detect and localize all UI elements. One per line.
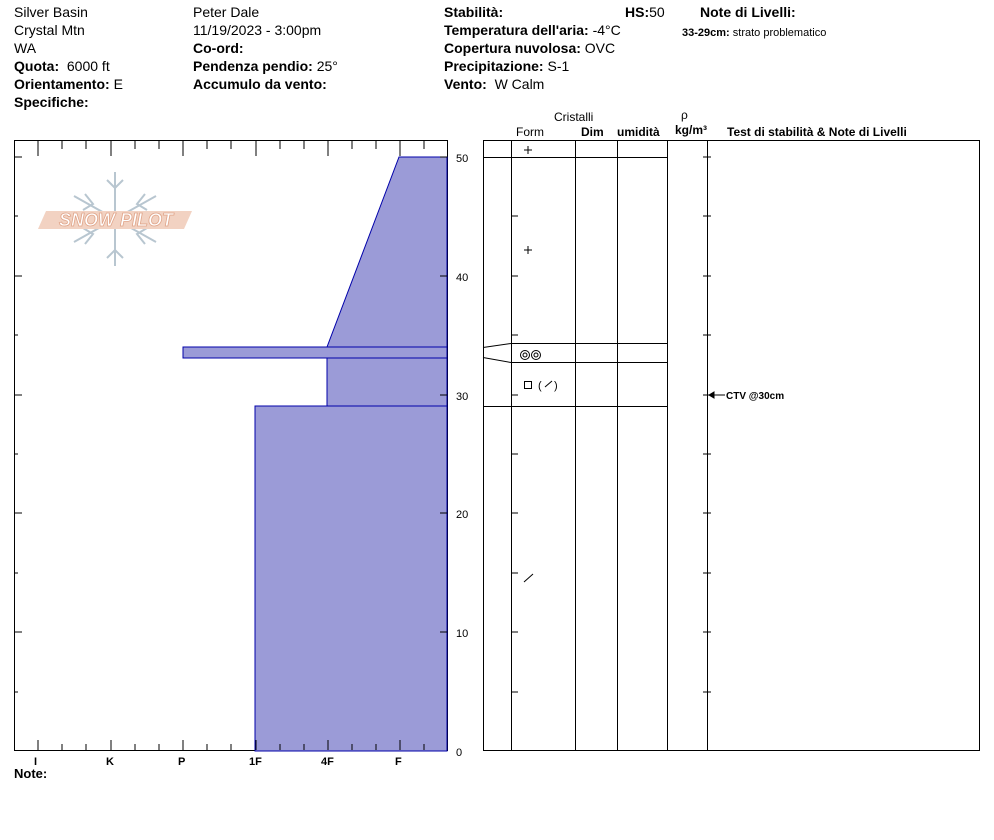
slope-label: Pendenza pendio: xyxy=(193,58,313,74)
observer: Peter Dale xyxy=(193,4,260,20)
stability-test-label: CTV @30cm xyxy=(726,391,785,402)
stability-test-arrow xyxy=(709,392,725,398)
table-frame xyxy=(484,141,980,751)
stability-label: Stabilità: xyxy=(444,4,504,20)
col-size: Dim xyxy=(581,125,604,139)
depth-label-50: 50 xyxy=(456,153,469,165)
aspect-value: E xyxy=(113,76,123,92)
table-left-ticks xyxy=(511,216,518,692)
hardness-top-ticks xyxy=(38,141,424,156)
elevation-label: Quota: xyxy=(14,58,60,74)
precip-value: S-1 xyxy=(547,58,570,74)
notes-label: Note: xyxy=(14,766,48,781)
depth-label-30: 30 xyxy=(456,391,469,403)
hardness-label-1F: 1F xyxy=(249,756,262,768)
elevation-value: 6000 ft xyxy=(66,58,110,74)
connector-34 xyxy=(483,344,511,348)
datetime: 11/19/2023 - 3:00pm xyxy=(193,22,322,38)
logo-text: SNOW PILOT xyxy=(59,210,173,230)
col-rho: ρ xyxy=(681,108,688,122)
range: Crystal Mtn xyxy=(14,22,85,38)
connector-33 xyxy=(483,358,511,363)
aspect-label: Orientamento: xyxy=(14,76,110,92)
col-crystals: Cristalli xyxy=(554,110,594,124)
layer-note-text: strato problematico xyxy=(732,27,827,39)
state: WA xyxy=(14,40,37,56)
sky-label: Copertura nuvolosa: xyxy=(444,40,581,56)
col-stability-notes: Test di stabilità & Note di Livelli xyxy=(727,125,907,139)
location: Silver Basin xyxy=(14,4,88,20)
depth-label-40: 40 xyxy=(456,272,469,284)
col-moisture: umidità xyxy=(617,125,660,139)
col-form: Form xyxy=(516,125,544,139)
wind-value: W Calm xyxy=(494,76,545,92)
layer-rounds-fill xyxy=(183,347,447,358)
precip-particle-icon xyxy=(524,246,532,254)
layer-bottom-fill xyxy=(255,406,447,751)
depth-label-10: 10 xyxy=(456,628,469,640)
layer-top-fill xyxy=(327,157,447,347)
hs-label: HS: xyxy=(625,4,650,20)
svg-text:(: ( xyxy=(538,380,542,392)
svg-text:): ) xyxy=(554,380,558,392)
precip-particle-icon xyxy=(524,146,532,154)
wind-label: Vento: xyxy=(444,76,487,92)
layer-facets-fill xyxy=(327,358,447,406)
hardness-label-4F: 4F xyxy=(321,756,334,768)
air-temp-label: Temperatura dell'aria: xyxy=(444,22,589,38)
decomposing-fragments-icon xyxy=(524,574,533,582)
sky-value: OVC xyxy=(584,40,616,56)
depth-label-0: 0 xyxy=(456,747,463,759)
hardness-label-I: I xyxy=(34,756,38,768)
hardness-label-F: F xyxy=(395,756,402,768)
hardness-left-ticks xyxy=(14,157,22,692)
faceted-crystals-icon xyxy=(525,380,558,392)
hs-value: 50 xyxy=(649,4,665,20)
layer-note-range: 33-29cm: xyxy=(682,27,730,39)
air-temp-value: -4°C xyxy=(592,22,621,38)
coord-label: Co-ord: xyxy=(193,40,244,56)
specifics-label: Specifiche: xyxy=(14,94,89,110)
col-density: kg/m³ xyxy=(675,123,708,137)
depth-label-20: 20 xyxy=(456,509,469,521)
slope-value: 25° xyxy=(316,58,338,74)
layer-notes-label: Note di Livelli: xyxy=(700,4,796,20)
rounded-grains-icon xyxy=(521,351,541,360)
hardness-label-K: K xyxy=(106,756,114,768)
wind-loading-label: Accumulo da vento: xyxy=(193,76,327,92)
precip-label: Precipitazione: xyxy=(444,58,544,74)
hardness-label-P: P xyxy=(178,756,186,768)
